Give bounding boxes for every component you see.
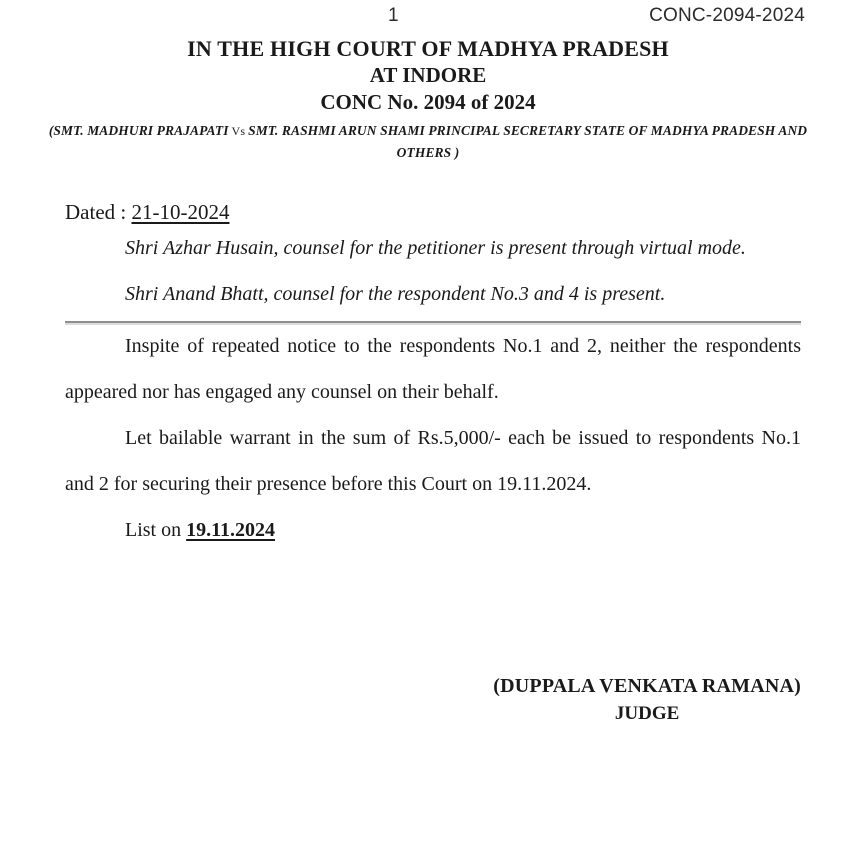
- document-heading: [0, 36, 856, 163]
- court-name: IN THE HIGH COURT OF MADHYA PRADESH: [187, 36, 669, 61]
- order-paragraph-warrant: Let bailable warrant in the sum of Rs.5,000/- each be issued to respondents No.1 and 2 for securing their presence before this Court on 19.11.2024.: [65, 427, 801, 495]
- judge-title: JUDGE: [614, 703, 680, 724]
- dated-value: 21-10-2024: [131, 200, 230, 224]
- appearance-paragraph-petitioner: Shri Azhar Husain, counsel for the petitioner is present through virtual mode.: [125, 237, 746, 259]
- judge-name: (DUPPALA VENKATA RAMANA): [493, 675, 801, 697]
- order-paragraph-notice: Inspite of repeated notice to the respondents No.1 and 2, neither the respondents appeared nor has engaged any counsel on their behalf.: [65, 335, 801, 403]
- list-date-line: [65, 507, 801, 553]
- case-number: CONC No. 2094 of 2024: [320, 90, 536, 114]
- order-body: [0, 199, 856, 727]
- list-date: 19.11.2024: [186, 519, 276, 541]
- case-parties: [40, 120, 816, 163]
- respondent-name: SMT. RASHMI ARUN SHAMI PRINCIPAL SECRETARY STATE OF MADHYA PRADESH AND OTHERS ): [248, 123, 808, 160]
- bench-location: AT INDORE: [369, 63, 487, 87]
- versus-label: Vs: [231, 124, 246, 138]
- case-reference: CONC-2094-2024: [649, 5, 805, 26]
- appearance-paragraph-respondent: Shri Anand Bhatt, counsel for the respondent No.3 and 4 is present.: [125, 283, 666, 305]
- petitioner-name: (SMT. MADHURI PRAJAPATI: [48, 123, 229, 138]
- order-date-line: [65, 199, 801, 225]
- page-number: 1: [388, 5, 399, 26]
- list-label: List on: [125, 519, 187, 541]
- dated-label: Dated :: [65, 200, 132, 224]
- page-header-row: [0, 0, 856, 36]
- signature-block: [493, 673, 801, 727]
